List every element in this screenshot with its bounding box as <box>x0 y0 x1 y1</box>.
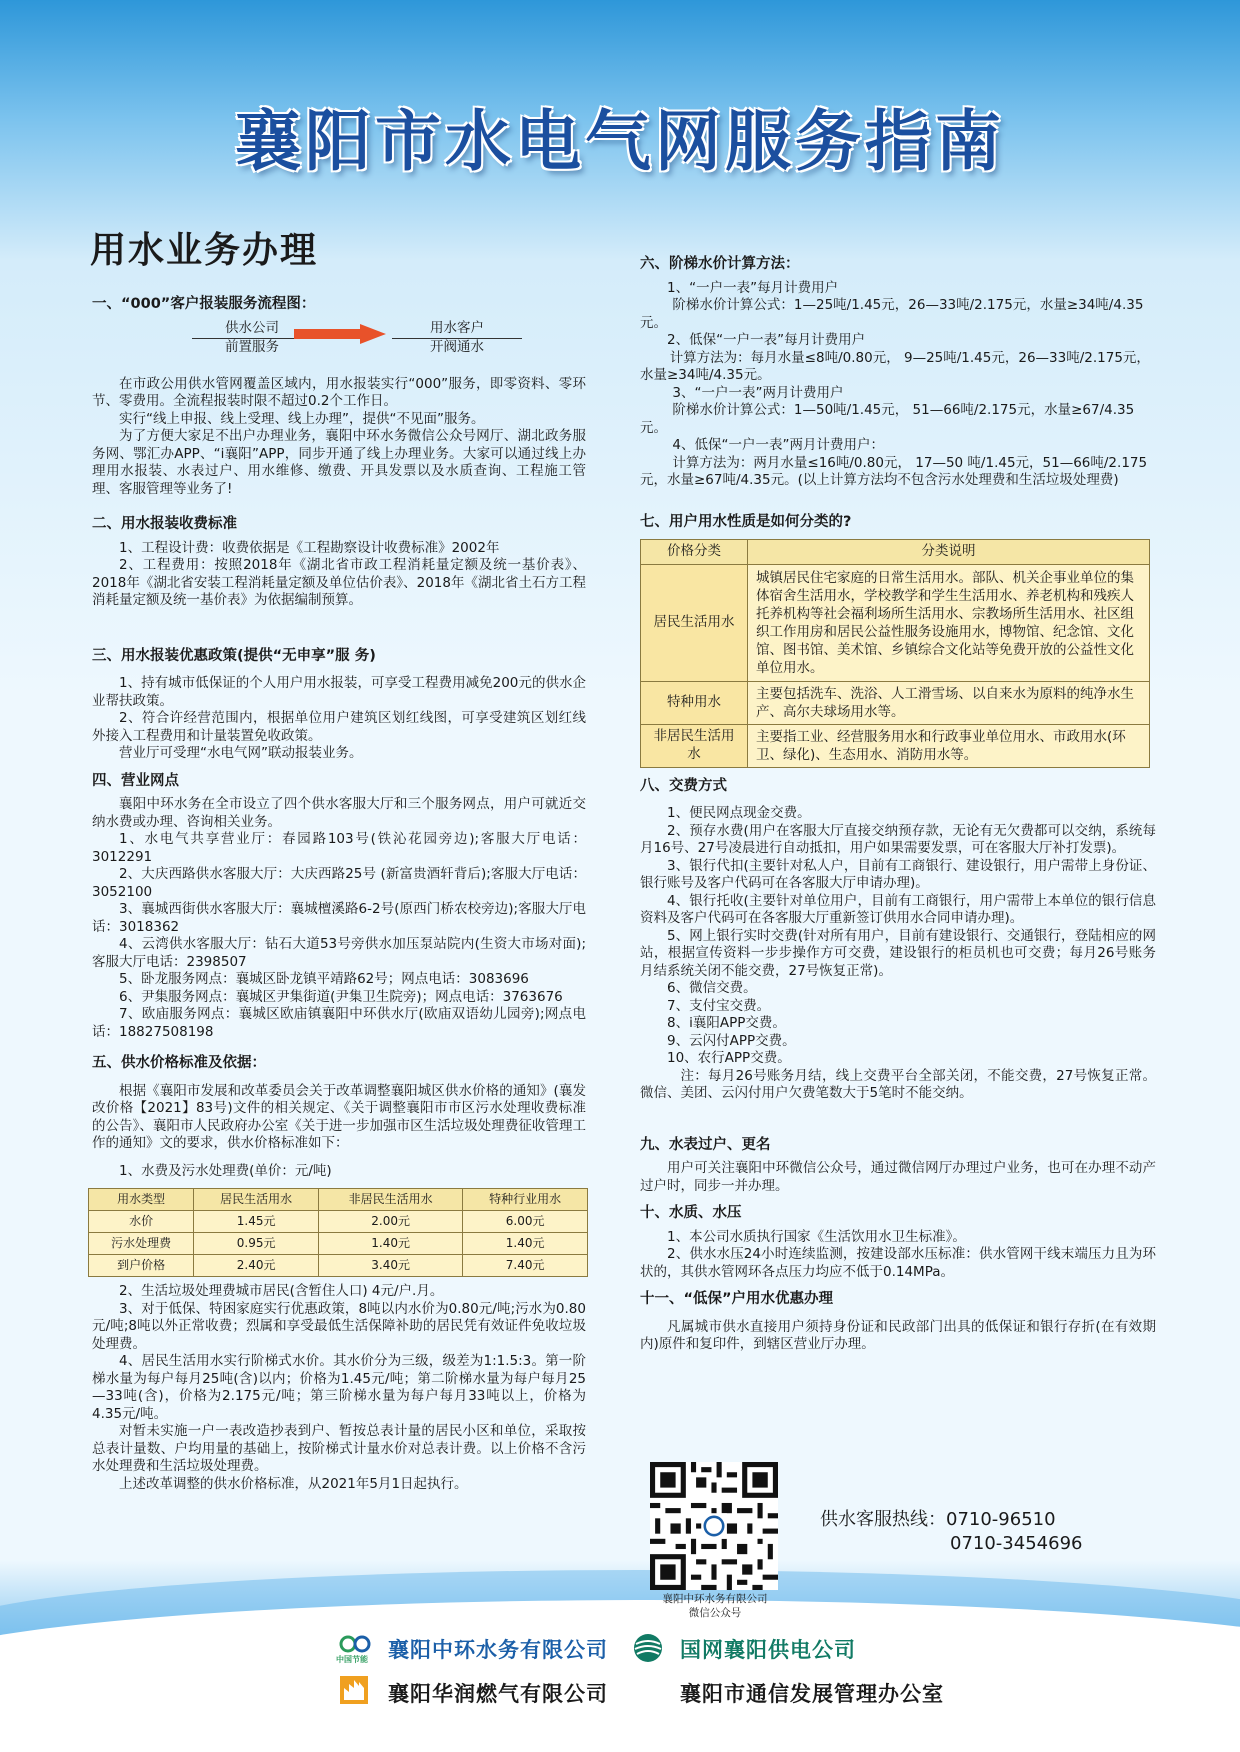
flow-right-top: 用水客户 <box>392 320 522 340</box>
payment-item: 7、支付宝交费。 <box>667 997 771 1014</box>
hotline-label: 供水客服热线： <box>820 1509 946 1530</box>
s9-paragraph: 用户可关注襄阳中环微信公众号，通过微信网厅办理过户业务，也可在办理不动产过户时，同步一并办理。 <box>640 1160 1156 1194</box>
table-cell: 7.40元 <box>463 1255 588 1277</box>
s5-paragraph: 2、生活垃圾处理费城市居民(含暂住人口) 4元/户.月。 <box>119 1283 444 1299</box>
table-header-row <box>641 540 1150 565</box>
qr-caption-line: 襄阳中环水务有限公司 <box>662 1593 768 1605</box>
payment-item: 8、i襄阳APP交费。 <box>667 1015 786 1031</box>
s5-paragraph: 上述改革调整的供水价格标准，从2021年5月1日起执行。 <box>119 1475 468 1492</box>
s5-paragraph: 对暂未实施一户一表改造抄表到户、暂按总表计量的居民小区和单位，采取按总表计量数、户均用量的基础上，按阶梯式计量水价对总表计费。以上价格不含污水处理费和生活垃圾处理费。 <box>92 1423 586 1474</box>
qr-caption <box>640 1592 790 1620</box>
s6-line: 计算方法为：每月水量≤8吨/0.80元， 9—25吨/1.45元，26—33吨/2.175元，水量≥34吨/4.35元。 <box>640 349 1150 383</box>
table-cell: 到户价格 <box>89 1255 194 1277</box>
table-cell: 居民生活用水 <box>641 564 748 681</box>
branch-item: 1、水电气共享营业厅：春园路103号(铁沁花园旁边);客服大厅电话：3012291 <box>92 831 586 865</box>
table-cell: 0.95元 <box>194 1233 319 1255</box>
s2-paragraph: 1、工程设计费：收费依据是《工程勘察设计收费标准》2002年 <box>119 539 500 556</box>
branch-item: 2、大庆西路供水客服大厅：大庆西路25号 (新富贵酒轩背后);客服大厅电话：3052100 <box>92 866 586 900</box>
s6-line: 阶梯水价计算公式：1—25吨/1.45元，26—33吨/2.175元，水量≥34吨/4.35元。 <box>640 297 1144 331</box>
s3-paragraph: 1、持有城市低保证的个人用户用水报装，可享受工程费用减免200元的供水企业帮扶政策。 <box>92 675 586 709</box>
flow-left-top: 供水公司 <box>192 320 312 340</box>
section-title: 用水业务办理 <box>90 230 319 271</box>
table-cell: 污水处理费 <box>89 1233 194 1255</box>
s10-paragraph: 2、供水水压24小时连续监测，按建设部水压标准：供水管网干线末端压力且为环状的，其供水管网环各点压力均应不低于0.14MPa。 <box>640 1246 1156 1280</box>
s1-paragraph: 为了方便大家足不出户办理业务，襄阳中环水务微信公众号网厅、湖北政务服务网、鄂汇办APP、“i襄阳”APP，同步开通了线上办理业务。大家可以通过线上办理用水报装、水表过户、用水维修、缴费、开具发票以及水质查询、工程施工管理、客服管理等业务了! <box>92 428 586 497</box>
branch-item: 6、尹集服务网点：襄城区尹集街道(尹集卫生院旁)；网点电话：3763676 <box>119 988 563 1005</box>
hotline-number[interactable]: 0710-3454696 <box>950 1533 1083 1554</box>
state-grid-logo-icon <box>632 1632 664 1664</box>
s1-heading: 一、“000”客户报装服务流程图： <box>92 296 316 312</box>
table-row <box>89 1211 588 1233</box>
footer-logos <box>0 1630 1240 1752</box>
payment-note: 注：每月26号账务月结，线上交费平台全部关闭，不能交费，27号恢复正常。微信、美团、云闪付用户欠费笔数大于5笔时不能交纳。 <box>640 1067 1156 1101</box>
table-row <box>641 724 1150 767</box>
table-cell: 3.40元 <box>319 1255 463 1277</box>
right-column <box>640 256 1156 1354</box>
s6-line: 阶梯水价计算公式：1—50吨/1.45元， 51—66吨/2.175元，水量≥67/4.35元。 <box>640 402 1135 436</box>
left-column <box>92 296 586 1493</box>
flow-right-bottom: 开阀通水 <box>430 339 484 355</box>
payment-item: 1、便民网点现金交费。 <box>667 805 811 821</box>
qr-caption-line: 微信公众号 <box>688 1607 742 1619</box>
table-cell: 1.40元 <box>319 1233 463 1255</box>
table-header-cell: 分类说明 <box>748 540 1150 565</box>
s3-paragraph: 2、符合许经营范围内，根据单位用户建筑区划红线图，可享受建筑区划红线外接入工程费用和计量装置免收政策。 <box>92 710 586 744</box>
table-cell: 水价 <box>89 1211 194 1233</box>
table-row <box>89 1255 588 1277</box>
s6-line: 4、低保“一户一表”两月计费用户： <box>672 437 884 453</box>
s8-heading: 八、交费方式 <box>640 777 727 794</box>
s10-paragraph: 1、本公司水质执行国家《生活饮用水卫生标准》。 <box>667 1228 966 1245</box>
s1-paragraph: 实行“线上申报、线上受理、线上办理”，提供“不见面”服务。 <box>119 410 485 427</box>
table-cell: 城镇居民住宅家庭的日常生活用水。部队、机关企事业单位的集体宿舍生活用水，学校教学和学生生活用水、养老机构和残疾人托养机构等社会福利场所生活用水、宗教场所生活用水、社区组织工作用房和居民公益性服务设施用水，博物馆、纪念馆、文化馆、图书馆、美术馆、乡镇综合文化站等免费开放的公益性文化单位用水。 <box>748 564 1150 681</box>
price-table <box>88 1188 588 1277</box>
table-cell: 非居民生活用水 <box>641 724 748 767</box>
table-header-cell: 非居民生活用水 <box>319 1189 463 1211</box>
org-water: 襄阳中环水务有限公司 <box>388 1638 608 1662</box>
payment-item: 6、微信交费。 <box>667 980 757 996</box>
table-header-row <box>89 1189 588 1211</box>
cecep-logo-text: 中国节能 <box>336 1655 368 1664</box>
payment-item: 9、云闪付APP交费。 <box>667 1032 796 1049</box>
crgas-logo-icon <box>340 1676 368 1704</box>
table-header-cell: 用水类型 <box>89 1189 194 1211</box>
flow-left-bottom: 前置服务 <box>225 339 279 355</box>
table-row <box>641 681 1150 724</box>
table-header-cell: 居民生活用水 <box>194 1189 319 1211</box>
payment-item: 4、银行托收(主要针对单位用户，目前有工商银行，用户需带上本单位的银行信息资料及客户代码可在各客服大厅重新签订供用水合同申请办理)。 <box>640 892 1156 926</box>
s11-paragraph: 凡属城市供水直接用户须持身份证和民政部门出具的低保证和银行存折(在有效期内)原件和复印件，到辖区营业厅办理。 <box>640 1318 1156 1352</box>
table-row <box>89 1233 588 1255</box>
table-cell: 6.00元 <box>463 1211 588 1233</box>
branch-item: 3、襄城西街供水客服大厅：襄城檀溪路6-2号(原西门桥农校旁边);客服大厅电话：3018362 <box>92 901 586 935</box>
s6-line: 3、“一户一表”两月计费用户 <box>672 384 844 401</box>
table-cell: 1.45元 <box>194 1211 319 1233</box>
table-header-cell: 价格分类 <box>641 540 748 565</box>
qr-code-icon[interactable] <box>650 1462 778 1590</box>
s2-paragraph: 2、工程费用：按照2018年《湖北省市政工程消耗量定额及统一基价表》、2018年《湖北省安装工程消耗量定额及单位估价表》、2018年《湖北省土石方工程消耗量定额及统一基价表》为依据编制预算。 <box>92 557 586 608</box>
table-cell: 2.40元 <box>194 1255 319 1277</box>
price-table-caption: 1、水费及污水处理费(单价：元/吨) <box>119 1162 332 1179</box>
org-power: 国网襄阳供电公司 <box>680 1638 856 1662</box>
s9-heading: 九、水表过户、更名 <box>640 1136 771 1153</box>
page-title: 襄阳市水电气网服务指南 <box>235 103 1005 180</box>
table-header-cell: 特种行业用水 <box>463 1189 588 1211</box>
org-telecom: 襄阳市通信发展管理办公室 <box>680 1682 944 1706</box>
s6-heading: 六、阶梯水价计算方法： <box>640 256 800 272</box>
s5-heading: 五、供水价格标准及依据： <box>92 1055 266 1071</box>
s10-heading: 十、水质、水压 <box>640 1205 742 1221</box>
s6-line: 2、低保“一户一表”每月计费用户 <box>667 332 866 348</box>
table-cell: 2.00元 <box>319 1211 463 1233</box>
payment-item: 2、预存水费(用户在客服大厅直接交纳预存款，无论有无欠费都可以交纳，系统每月16号、27号凌晨进行自动抵扣，用户如果需要发票，可在客服大厅补打发票)。 <box>640 822 1156 856</box>
s3-heading: 三、用水报装优惠政策(提供“无申享”服 务) <box>92 647 376 664</box>
branch-item: 7、欧庙服务网点：襄城区欧庙镇襄阳中环供水厅(欧庙双语幼儿园旁);网点电话：18827508198 <box>92 1006 586 1040</box>
flow-right-node <box>392 320 522 357</box>
s6-line: 1、“一户一表”每月计费用户 <box>667 279 839 296</box>
s4-heading: 四、营业网点 <box>92 772 179 789</box>
branch-item: 4、云湾供水客服大厅：钻石大道53号旁供水加压泵站院内(生资大市场对面);客服大厅电话：2398507 <box>92 936 586 970</box>
water-category-table <box>640 539 1150 768</box>
table-row <box>641 564 1150 681</box>
service-hotline <box>820 1508 1083 1554</box>
service-flowchart <box>92 318 586 362</box>
branch-item: 5、卧龙服务网点：襄城区卧龙镇平靖路62号；网点电话：3083696 <box>119 971 529 987</box>
payment-item: 5、网上银行实时交费(针对所有用户，目前有建设银行、交通银行，登陆相应的网站，根据宣传资料一步步操作方可交费，建设银行的柜员机也可交费；每月26号账务月结系统关闭不能交费，27号恢复正常)。 <box>640 927 1156 979</box>
s2-heading: 二、用水报装收费标准 <box>92 516 237 532</box>
cecep-logo-icon <box>338 1634 372 1654</box>
table-cell: 主要包括洗车、洗浴、人工滑雪场、以自来水为原料的纯净水生产、高尔夫球场用水等。 <box>748 681 1150 724</box>
arrow-right-icon <box>294 324 386 344</box>
s4-intro: 襄阳中环水务在全市设立了四个供水客服大厅和三个服务网点，用户可就近交纳水费或办理、咨询相关业务。 <box>92 796 586 830</box>
table-cell: 特种用水 <box>641 681 748 724</box>
s6-line: 计算方法为：两月水量≤16吨/0.80元， 17—50 吨/1.45元，51—66吨/2.175元，水量≥67吨/4.35元。(以上计算方法均不包含污水处理费和生活垃圾处理费) <box>640 454 1148 488</box>
hotline-number[interactable]: 0710-96510 <box>946 1509 1056 1530</box>
s5-paragraph: 根据《襄阳市发展和改革委员会关于改革调整襄阳城区供水价格的通知》(襄发改价格【2021】83号)文件的相关规定、《关于调整襄阳市市区污水处理收费标准的公告》、襄阳市人民政府办公室《关于进一步加强市区生活垃圾处理费征收管理工作的通知》文的要求，供水价格标准如下： <box>92 1082 586 1151</box>
s11-heading: 十一、“低保”户用水优惠办理 <box>640 1291 834 1307</box>
s3-paragraph: 营业厅可受理“水电气网”联动报装业务。 <box>119 745 363 761</box>
table-cell: 主要指工业、经营服务用水和行政事业单位用水、市政用水(环卫、绿化)、生态用水、消防用水等。 <box>748 724 1150 767</box>
payment-item: 10、农行APP交费。 <box>667 1050 791 1066</box>
org-gas: 襄阳华润燃气有限公司 <box>388 1682 608 1706</box>
s5-paragraph: 3、对于低保、特困家庭实行优惠政策，8吨以内水价为0.80元/吨;污水为0.80元/吨;8吨以外正常收费；烈属和享受最低生活保障补助的居民凭有效证件免收垃圾处理费。 <box>92 1300 586 1352</box>
table-cell: 1.40元 <box>463 1233 588 1255</box>
s7-heading: 七、用户用水性质是如何分类的? <box>640 513 852 530</box>
s5-paragraph: 4、居民生活用水实行阶梯式水价。其水价分为三级，级差为1:1.5:3。第一阶梯水量为每户每月25吨(含)以内；价格为1.45元/吨；第二阶梯水量为每户每月25—33吨(含)，价格为2.175元/吨；第三阶梯水量为每户每月33吨以上，价格为4.35元/吨。 <box>92 1353 586 1422</box>
s1-paragraph: 在市政公用供水管网覆盖区域内，用水报装实行“000”服务，即零资料、零环节、零费用。全流程报装时限不超过0.2个工作日。 <box>92 375 586 409</box>
payment-item: 3、银行代扣(主要针对私人户，目前有工商银行、建设银行，用户需带上身份证、银行账号及客户代码可在各客服大厅申请办理)。 <box>640 857 1156 891</box>
